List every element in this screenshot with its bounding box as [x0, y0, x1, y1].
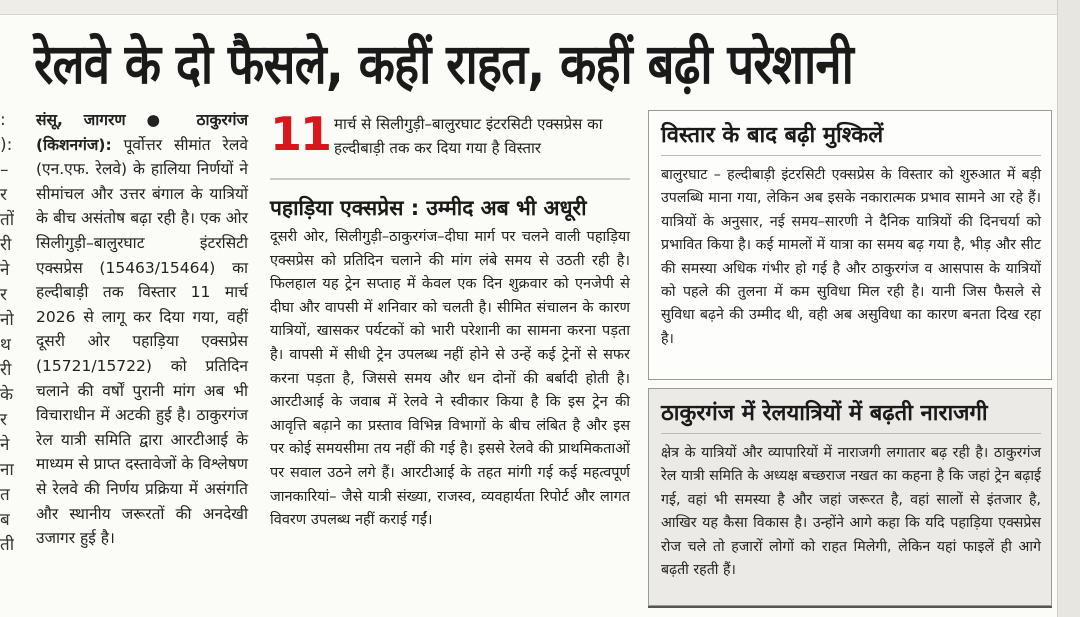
fragment: री	[0, 235, 12, 255]
byline: संसू, जागरण ● ठाकुरगंज (किशनगंज):	[36, 111, 248, 154]
fragment: ):	[0, 135, 13, 155]
fragment: तों	[0, 210, 14, 230]
fragment: के	[0, 385, 14, 405]
expansion-heading: विस्तार के बाद बढ़ी मुश्किलें	[661, 119, 1041, 156]
pull-quote-number: 11	[270, 107, 331, 161]
fragment: –	[0, 160, 9, 180]
fragment: ने	[0, 435, 10, 455]
anger-text: क्षेत्र के यात्रियों और व्यापारियों में नाराजगी लगातार बढ़ रही है। ठाकुरगंज रेल यात्री समिति के अध्यक्ष बच्छराज नखत का कहना है कि जहां ट्रेन बढ़ाई गई, वहां भी समस्या है और जहां जरूरत है, वहां सालों से इंतजार है, आखिर यह कैसा विकास है। उन्होंने आगे कहा कि यदि पहाड़िया एक्सप्रेस रोज चले तो हजारों लोगों को राहत मिलेगी, लेकिन यहां फाइलें ही आगे बढ़ती रहती हैं।	[661, 445, 1041, 579]
pull-quote	[270, 108, 630, 180]
expansion-box	[648, 110, 1052, 380]
fragment: त	[0, 485, 10, 505]
pahadia-text: दूसरी ओर, सिलीगुड़ी–ठाकुरगंज–दीघा मार्ग पर चलने वाली पहाड़िया एक्सप्रेस को प्रतिदिन चलाने की मांग लंबे समय से उठती रही है। फिलहाल यह ट्रेन सप्ताह में केवल एक दिन शुक्रवार को एनजेपी से दीघा और वापसी में शनिवार को चलती है। सीमित संचालन के कारण यात्रियों, खासकर पर्यटकों को भारी परेशानी का सामना करना पड़ता है। वापसी में सीधी ट्रेन उपलब्ध नहीं होने से उन्हें कई ट्रेनों से सफर करना पड़ता है, जिससे समय और धन दोनों की बर्बादी होती है। आरटीआई के जवाब में रेलवे ने स्वीकार किया है कि इस ट्रेन की आवृत्ति बढ़ाने का प्रस्ताव विभिन्न विभागों के बीच लंबित है और इस पर कोई समयसीमा तय नहीं की गई है। इससे रेलवे की प्राथमिकताओं पर सवाल उठने लगे हैं। आरटीआई के तहत मांगी गई कई महत्वपूर्ण जानकारियां– जैसे यात्री संख्या, राजस्व, व्यवहार्यता रिपोर्ट और लागत विवरण उपलब्ध नहीं कराई गईं।	[270, 229, 630, 529]
fragment: र	[0, 185, 7, 205]
fragment: र	[0, 285, 7, 305]
headline: रेलवे के दो फैसले, कहीं राहत, कहीं बढ़ी परेशानी	[34, 32, 854, 96]
fragment: :	[0, 110, 6, 130]
fragment: नो	[0, 310, 14, 330]
anger-heading: ठाकुरगंज में रेलयात्रियों में बढ़ती नाराजगी	[661, 397, 1041, 434]
anger-box	[648, 388, 1052, 606]
fragment: थ	[0, 335, 11, 355]
fragment: री	[0, 360, 12, 380]
fragment: ती	[0, 535, 14, 555]
column-intro	[36, 108, 248, 551]
page-edge	[1057, 0, 1080, 617]
intro-text: पूर्वोत्तर सीमांत रेलवे (एन.एफ. रेलवे) के हालिया निर्णयों ने सीमांचल और उत्तर बंगाल के यात्रियों के बीच असंतोष बढ़ा रही है। एक ओर सिलीगुड़ी–बालुरघाट इंटरसिटी एक्सप्रेस (15463/15464) का हल्दीबाड़ी तक विस्तार 11 मार्च 2026 से लागू कर दिया गया, वहीं दूसरी ओर पहाड़िया एक्सप्रेस (15721/15722) को प्रतिदिन चलाने की वर्षों पुरानी मांग अब भी विचाराधीन में अटकी हुई है। ठाकुरगंज रेल यात्री समिति द्वारा आरटीआई के माध्यम से प्राप्त दस्तावेजों के विश्लेषण से रेलवे की निर्णय प्रक्रिया में असंगति और स्थानीय जरूरतों की अनदेखी उजागर हुई है।	[36, 135, 248, 548]
fragment: ना	[0, 460, 14, 480]
pahadia-heading: पहाड़िया एक्सप्रेस : उम्मीद अब भी अधूरी	[270, 196, 587, 220]
fragment: ने	[0, 260, 10, 280]
divider	[648, 606, 1052, 608]
column-pahadia	[270, 108, 630, 533]
fragment: ब	[0, 510, 10, 530]
fragment: र	[0, 410, 7, 430]
adjacent-column-fragments	[0, 108, 14, 558]
pull-quote-text: मार्च से सिलीगुड़ी–बालुरघाट इंटरसिटी एक्सप्रेस का हल्दीबाड़ी तक कर दिया गया है विस्तार	[334, 115, 603, 157]
expansion-text: बालुरघाट – हल्दीबाड़ी इंटरसिटी एक्सप्रेस के विस्तार को शुरुआत में बड़ी उपलब्धि माना गया, लेकिन अब इसके नकारात्मक प्रभाव सामने आ रहे हैं। यात्रियों के अनुसार, नई समय–सारणी ने दैनिक यात्रियों की दिनचर्या को प्रभावित किया है। कई मामलों में यात्रा का समय बढ़ गया है, भीड़ और सीट की समस्या अधिक गंभीर हो गई है और ठाकुरगंज व आसपास के यात्रियों को पहले की तुलना में कम सुविधा मिल रही है। यानी जिस फैसले से सुविधा बढ़ने की उम्मीद थी, वही अब असुविधा का कारण बनता दिख रहा है।	[661, 167, 1041, 347]
previous-article-strip	[0, 0, 1080, 15]
